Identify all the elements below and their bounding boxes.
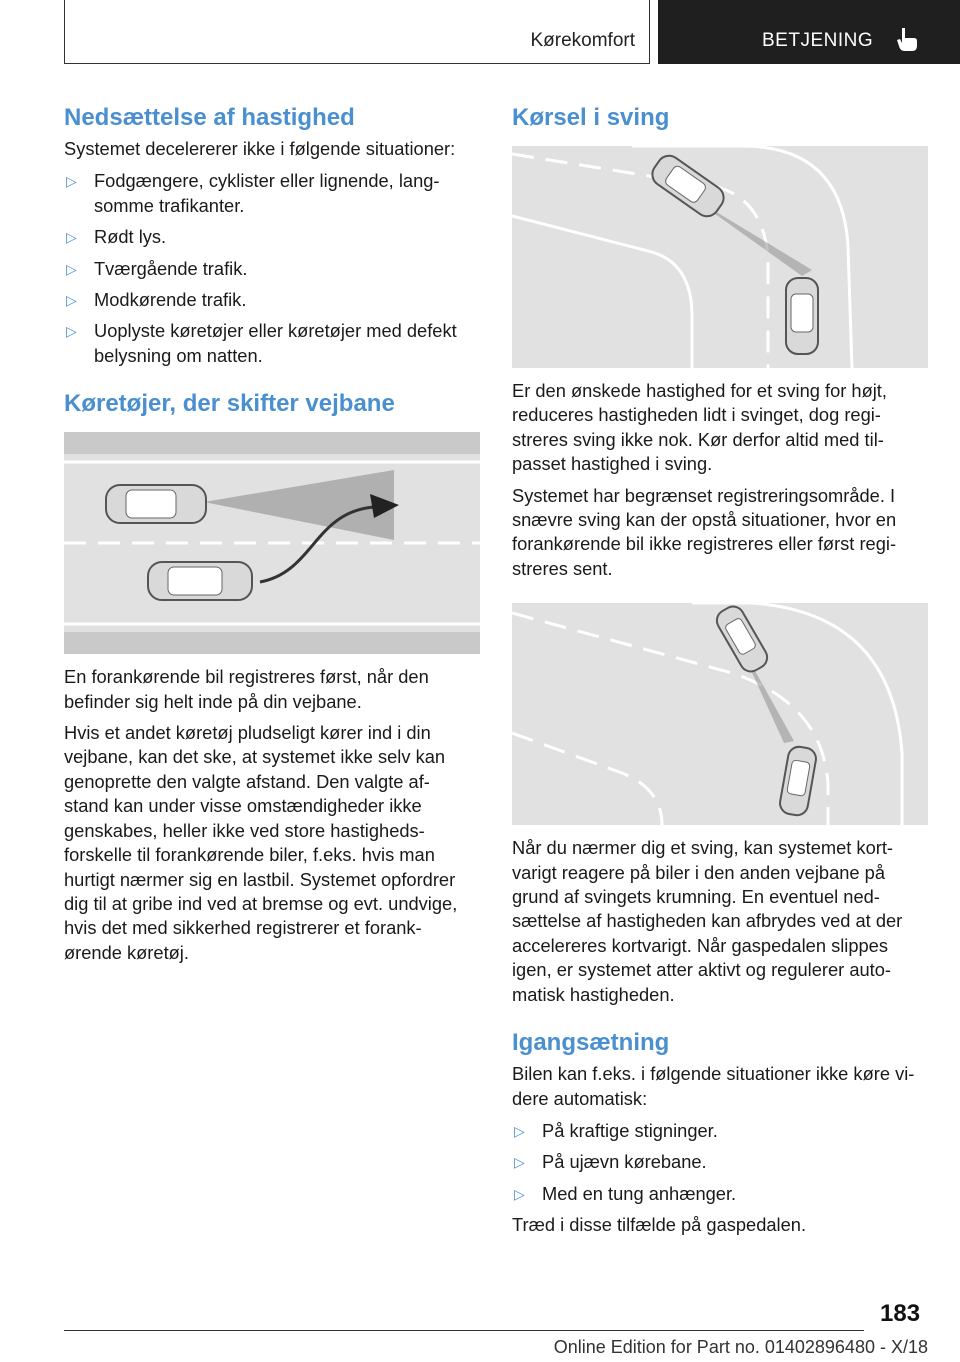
- figure-curve-1: [512, 146, 928, 368]
- speed-reduction-intro: Systemet decelererer ikke i følgende situationer:: [64, 138, 456, 159]
- page-number: 183: [880, 1300, 921, 1327]
- triangle-bullet-icon: ▷: [514, 1122, 525, 1139]
- heading-start-off: Igangsætning: [512, 1029, 670, 1057]
- triangle-bullet-icon: ▷: [66, 323, 77, 340]
- curve-p2: Systemet har begrænset registreringsområde. I snævre sving kan der opstå situationer, hvor en forankørende bil ikke registreres eller først regi- streres sent.: [512, 484, 897, 579]
- list-item: ▷ På kraftige stigninger.: [512, 1119, 930, 1143]
- speed-reduction-list: [64, 169, 482, 368]
- list-item: ▷ Fodgængere, cyklister eller lignende, lang- somme trafikanter.: [66, 170, 440, 216]
- car-own-icon: [778, 745, 817, 817]
- start-off-conclusion: Træd i disse tilfælde på gaspedalen.: [512, 1214, 807, 1236]
- edition-note: Online Edition for Part no. 01402896480 - X/18: [553, 1337, 928, 1357]
- triangle-bullet-icon: ▷: [514, 1154, 525, 1171]
- triangle-bullet-icon: ▷: [66, 229, 77, 246]
- triangle-bullet-icon: ▷: [514, 1185, 525, 1202]
- right-column: [512, 102, 930, 1238]
- heading-lane-change: Køretøjer, der skifter vejbane: [64, 390, 395, 418]
- lane-change-p2: Hvis et andet køretøj pludseligt kører ind i din vejbane, kan det ske, at systemet ikke selv kan genoprette den valgte afstand. Den valgte af- stand kan under visse omstændigheder ikke genskabes, heller ikke ved store hastigheds- forskelle til forankørende biler, f.eks. hvis man hurtigt nærmer sig en lastbil. Systemet opfordrer dig til at gribe ind ved at bremse og evt. undvige, hvis det med sikkerhed registrerer et forank- ørende køretøj.: [64, 722, 458, 963]
- car-ahead-icon: [648, 151, 729, 221]
- left-column: [64, 102, 482, 965]
- triangle-bullet-icon: ▷: [66, 292, 77, 309]
- list-item: ▷ Tværgående trafik.: [64, 257, 482, 281]
- list-item: ▷ Modkørende trafik.: [64, 288, 482, 312]
- triangle-bullet-icon: ▷: [66, 173, 77, 190]
- figure-curve-2: [512, 603, 928, 825]
- list-item: ▷ Med en tung anhænger.: [512, 1182, 930, 1206]
- header-chapter-title: BETJENING: [762, 30, 874, 51]
- curve-p3: Når du nærmer dig et sving, kan systemet kort- varigt reagere på biler i den anden vejbane på grund af svingets krumning. En eventuel ned- sættelse af hastigheden kan afbrydes ved at der accelereres kortvarigt. Når gaspedalen slippes igen, er systemet atter aktivt og regulerer auto- matisk hastigheden.: [512, 837, 903, 1005]
- list-item: ▷ På ujævn kørebane.: [512, 1150, 930, 1174]
- heading-speed-reduction: Nedsættelse af hastighed: [64, 104, 355, 131]
- footer-divider: [64, 1330, 864, 1331]
- start-off-intro: Bilen kan f.eks. i følgende situationer ikke køre vi- dere automatisk:: [512, 1063, 915, 1109]
- start-off-list: [512, 1119, 930, 1206]
- car-own-icon: [786, 278, 818, 354]
- header-chapter-tab: [658, 0, 960, 64]
- header-section-title: Kørekomfort: [530, 30, 635, 51]
- triangle-bullet-icon: ▷: [66, 260, 77, 277]
- car-other-lane-icon: [713, 603, 771, 675]
- pointing-hand-icon: [896, 26, 918, 52]
- car-own-icon: [148, 562, 252, 600]
- figure-lane-change: [64, 432, 480, 654]
- heading-curve-driving: Kørsel i sving: [512, 104, 670, 131]
- lane-change-p1: En forankørende bil registreres først, når den befinder sig helt inde på din vejbane.: [64, 666, 429, 712]
- car-ahead-icon: [106, 485, 206, 523]
- header-section-box: [64, 0, 650, 64]
- list-item: ▷ Uoplyste køretøjer eller køretøjer med defekt belysning om natten.: [66, 320, 457, 366]
- curve-p1: Er den ønskede hastighed for et sving for højt, reduceres hastigheden lidt i svinget, dog regi- streres sving ikke nok. Kør derfor altid med til- passet hastighed i sving.: [512, 380, 887, 475]
- list-item: ▷ Rødt lys.: [64, 225, 482, 249]
